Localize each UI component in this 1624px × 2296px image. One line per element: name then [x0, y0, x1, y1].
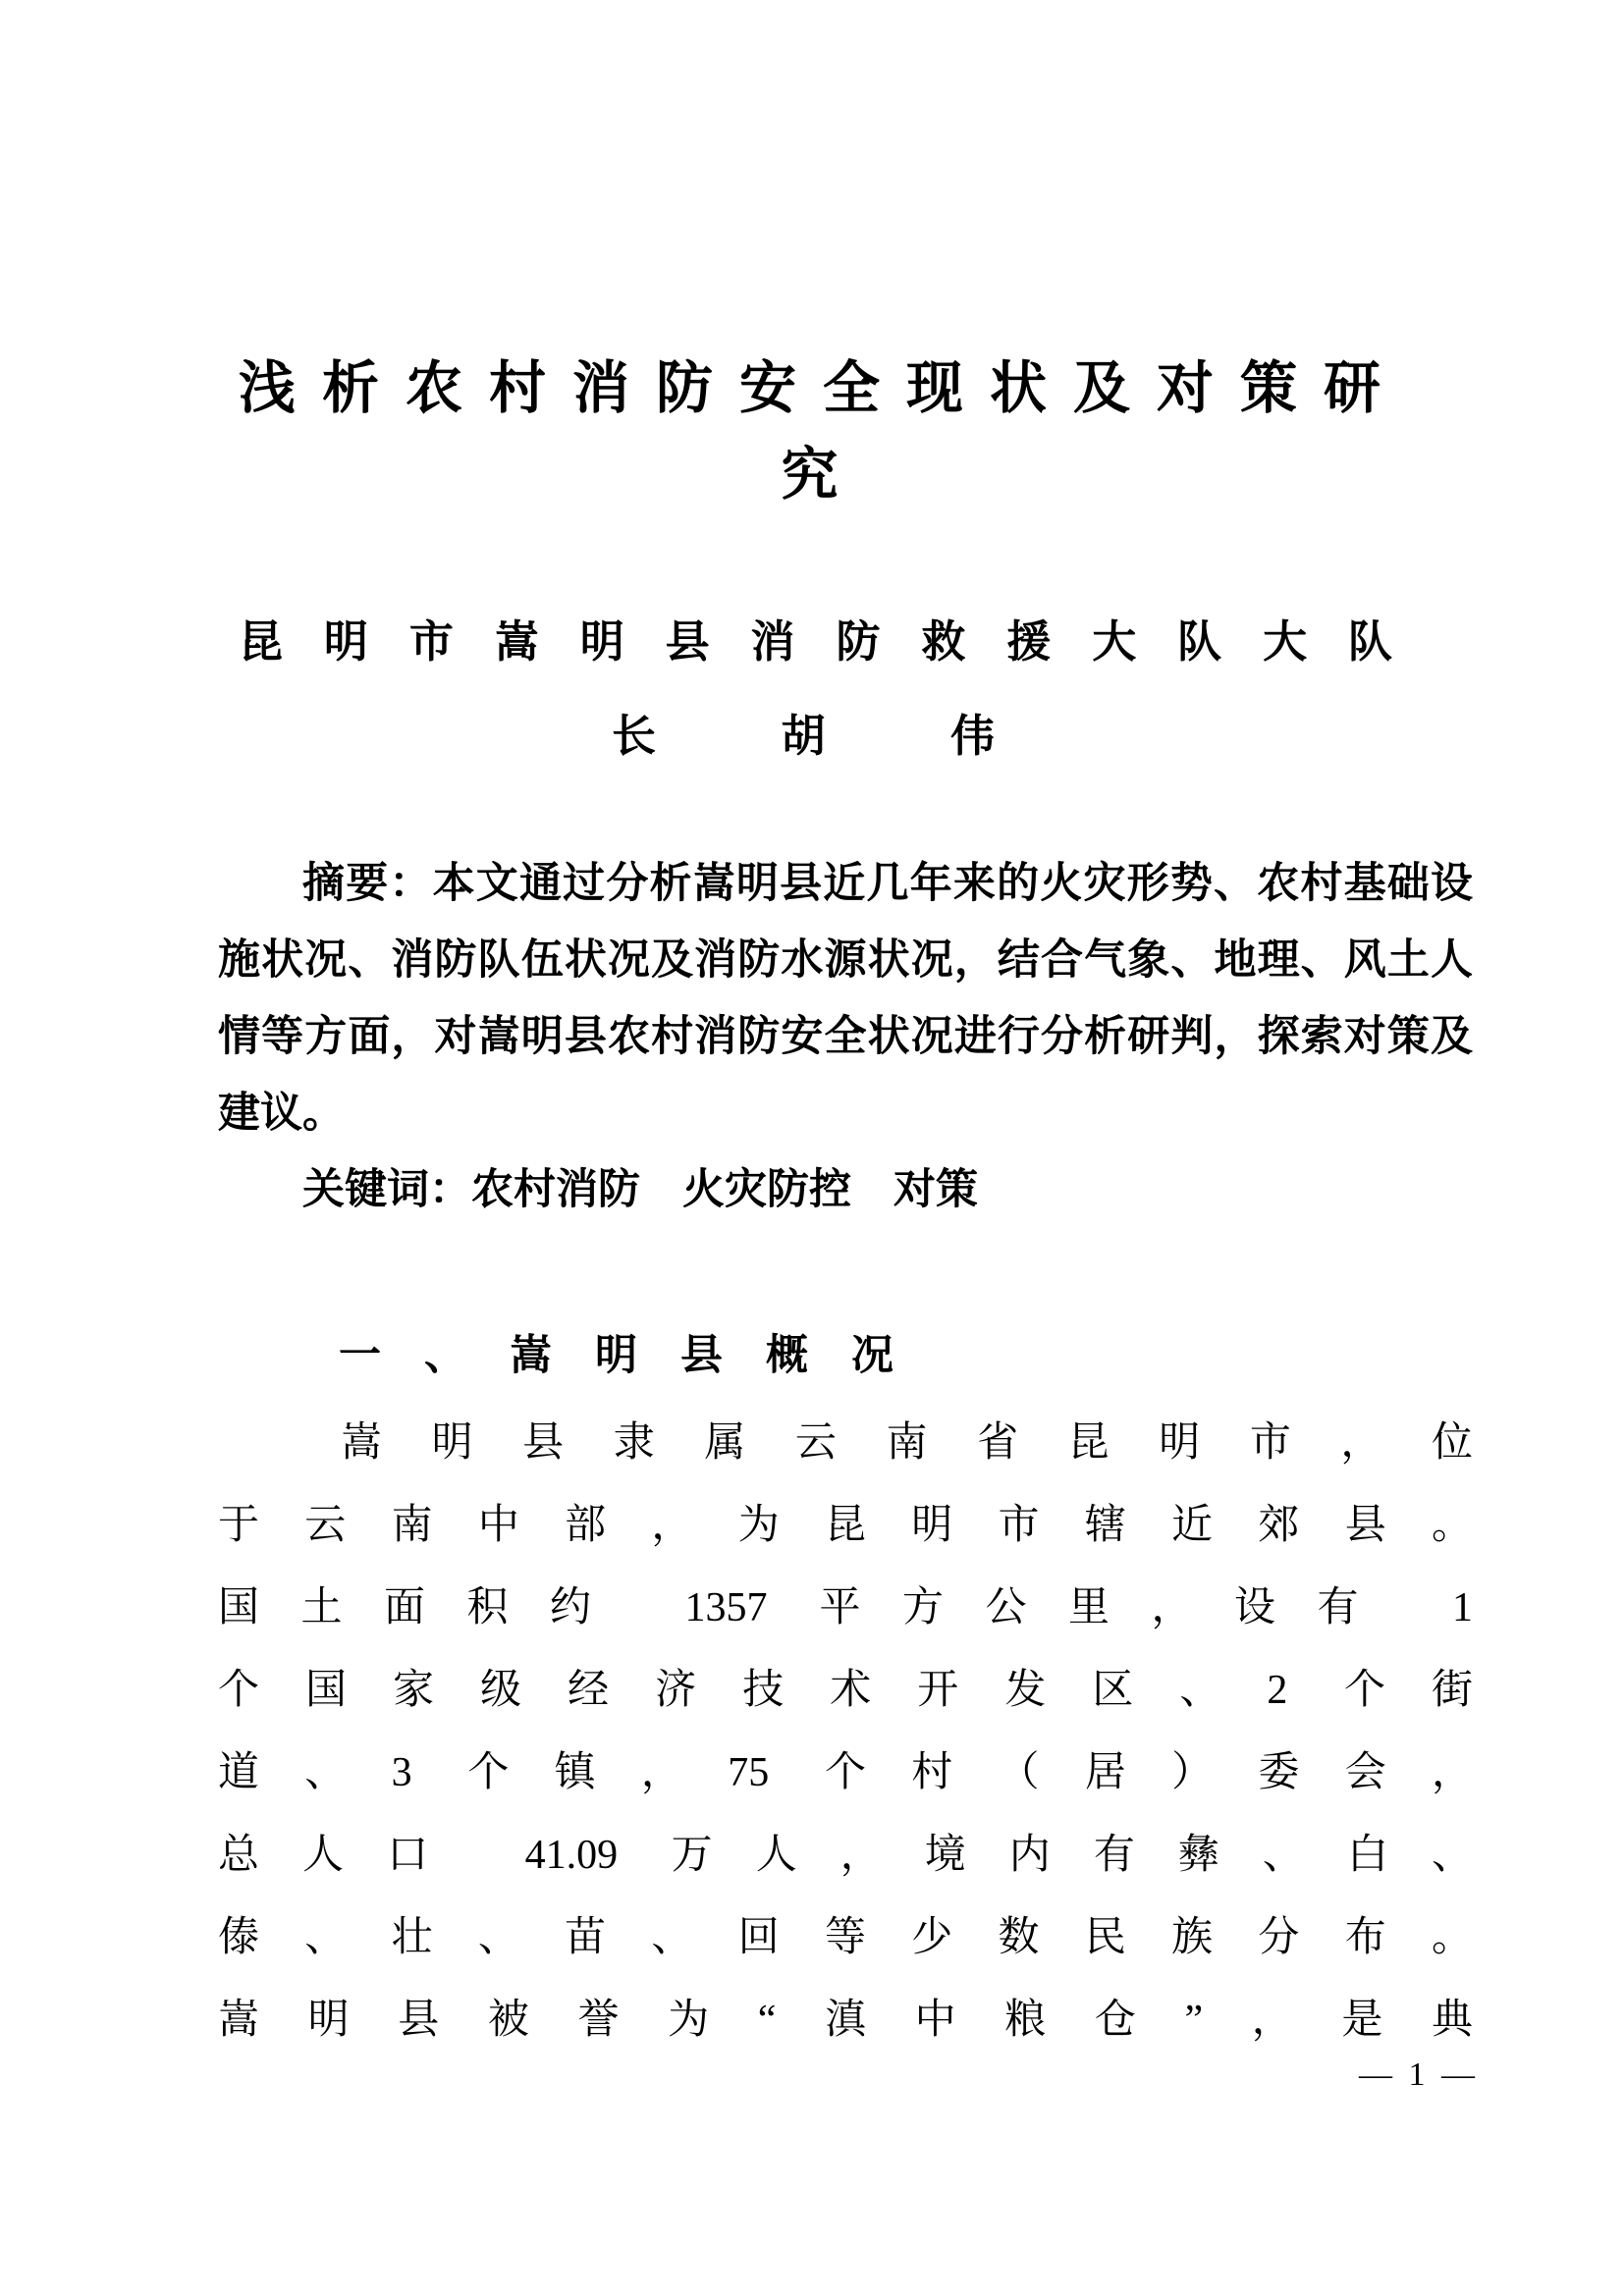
title-line-2: 究 — [781, 443, 839, 507]
body-line: 傣、壮、苗、回等少数民族分布。 — [218, 1915, 1473, 1960]
author-line-2: 长胡伟 — [612, 712, 995, 761]
abstract-paragraph — [218, 846, 1473, 1229]
body-line: 于云南中部，为昆明市辖近郊县。 — [218, 1503, 1473, 1548]
author-affiliation — [239, 595, 1392, 783]
body-paragraph — [218, 1402, 1473, 2061]
abstract-line: 建议。 — [218, 1091, 345, 1137]
abstract-line: 施状况、消防队伍状况及消防水源状况，结合气象、地理、风土人 — [218, 937, 1473, 984]
author-line-1: 昆明市嵩明县消防救援大队大队 — [239, 617, 1392, 667]
page-number: — 1 — — [1359, 2056, 1479, 2093]
body-line: 总人口 41.09 万人，境内有彝、白、 — [218, 1833, 1473, 1878]
body-line: 道、3 个镇，75 个村（居）委会， — [218, 1750, 1473, 1795]
body-line: 嵩明县隶属云南省昆明市，位 — [341, 1420, 1473, 1466]
body-line: 个国家级经济技术开发区、2 个街 — [218, 1668, 1473, 1713]
keywords-line: 关键词：农村消防 火灾防控 对策 — [302, 1167, 978, 1213]
body-line: 国土面积约 1357 平方公里，设有 1 — [218, 1585, 1473, 1630]
body-line: 嵩明县被誉为“滇中粮仓”，是典 — [218, 1998, 1473, 2043]
abstract-line: 情等方面，对嵩明县农村消防安全状况进行分析研判，探索对策及 — [218, 1014, 1473, 1060]
abstract-line: 摘要：本文通过分析嵩明县近几年来的火灾形势、农村基础设 — [302, 861, 1473, 907]
section-heading: 一、嵩明县概况 — [339, 1333, 937, 1379]
title-line-1: 浅析农村消防安全现状及对策研 — [239, 356, 1380, 420]
document-title — [239, 346, 1380, 518]
